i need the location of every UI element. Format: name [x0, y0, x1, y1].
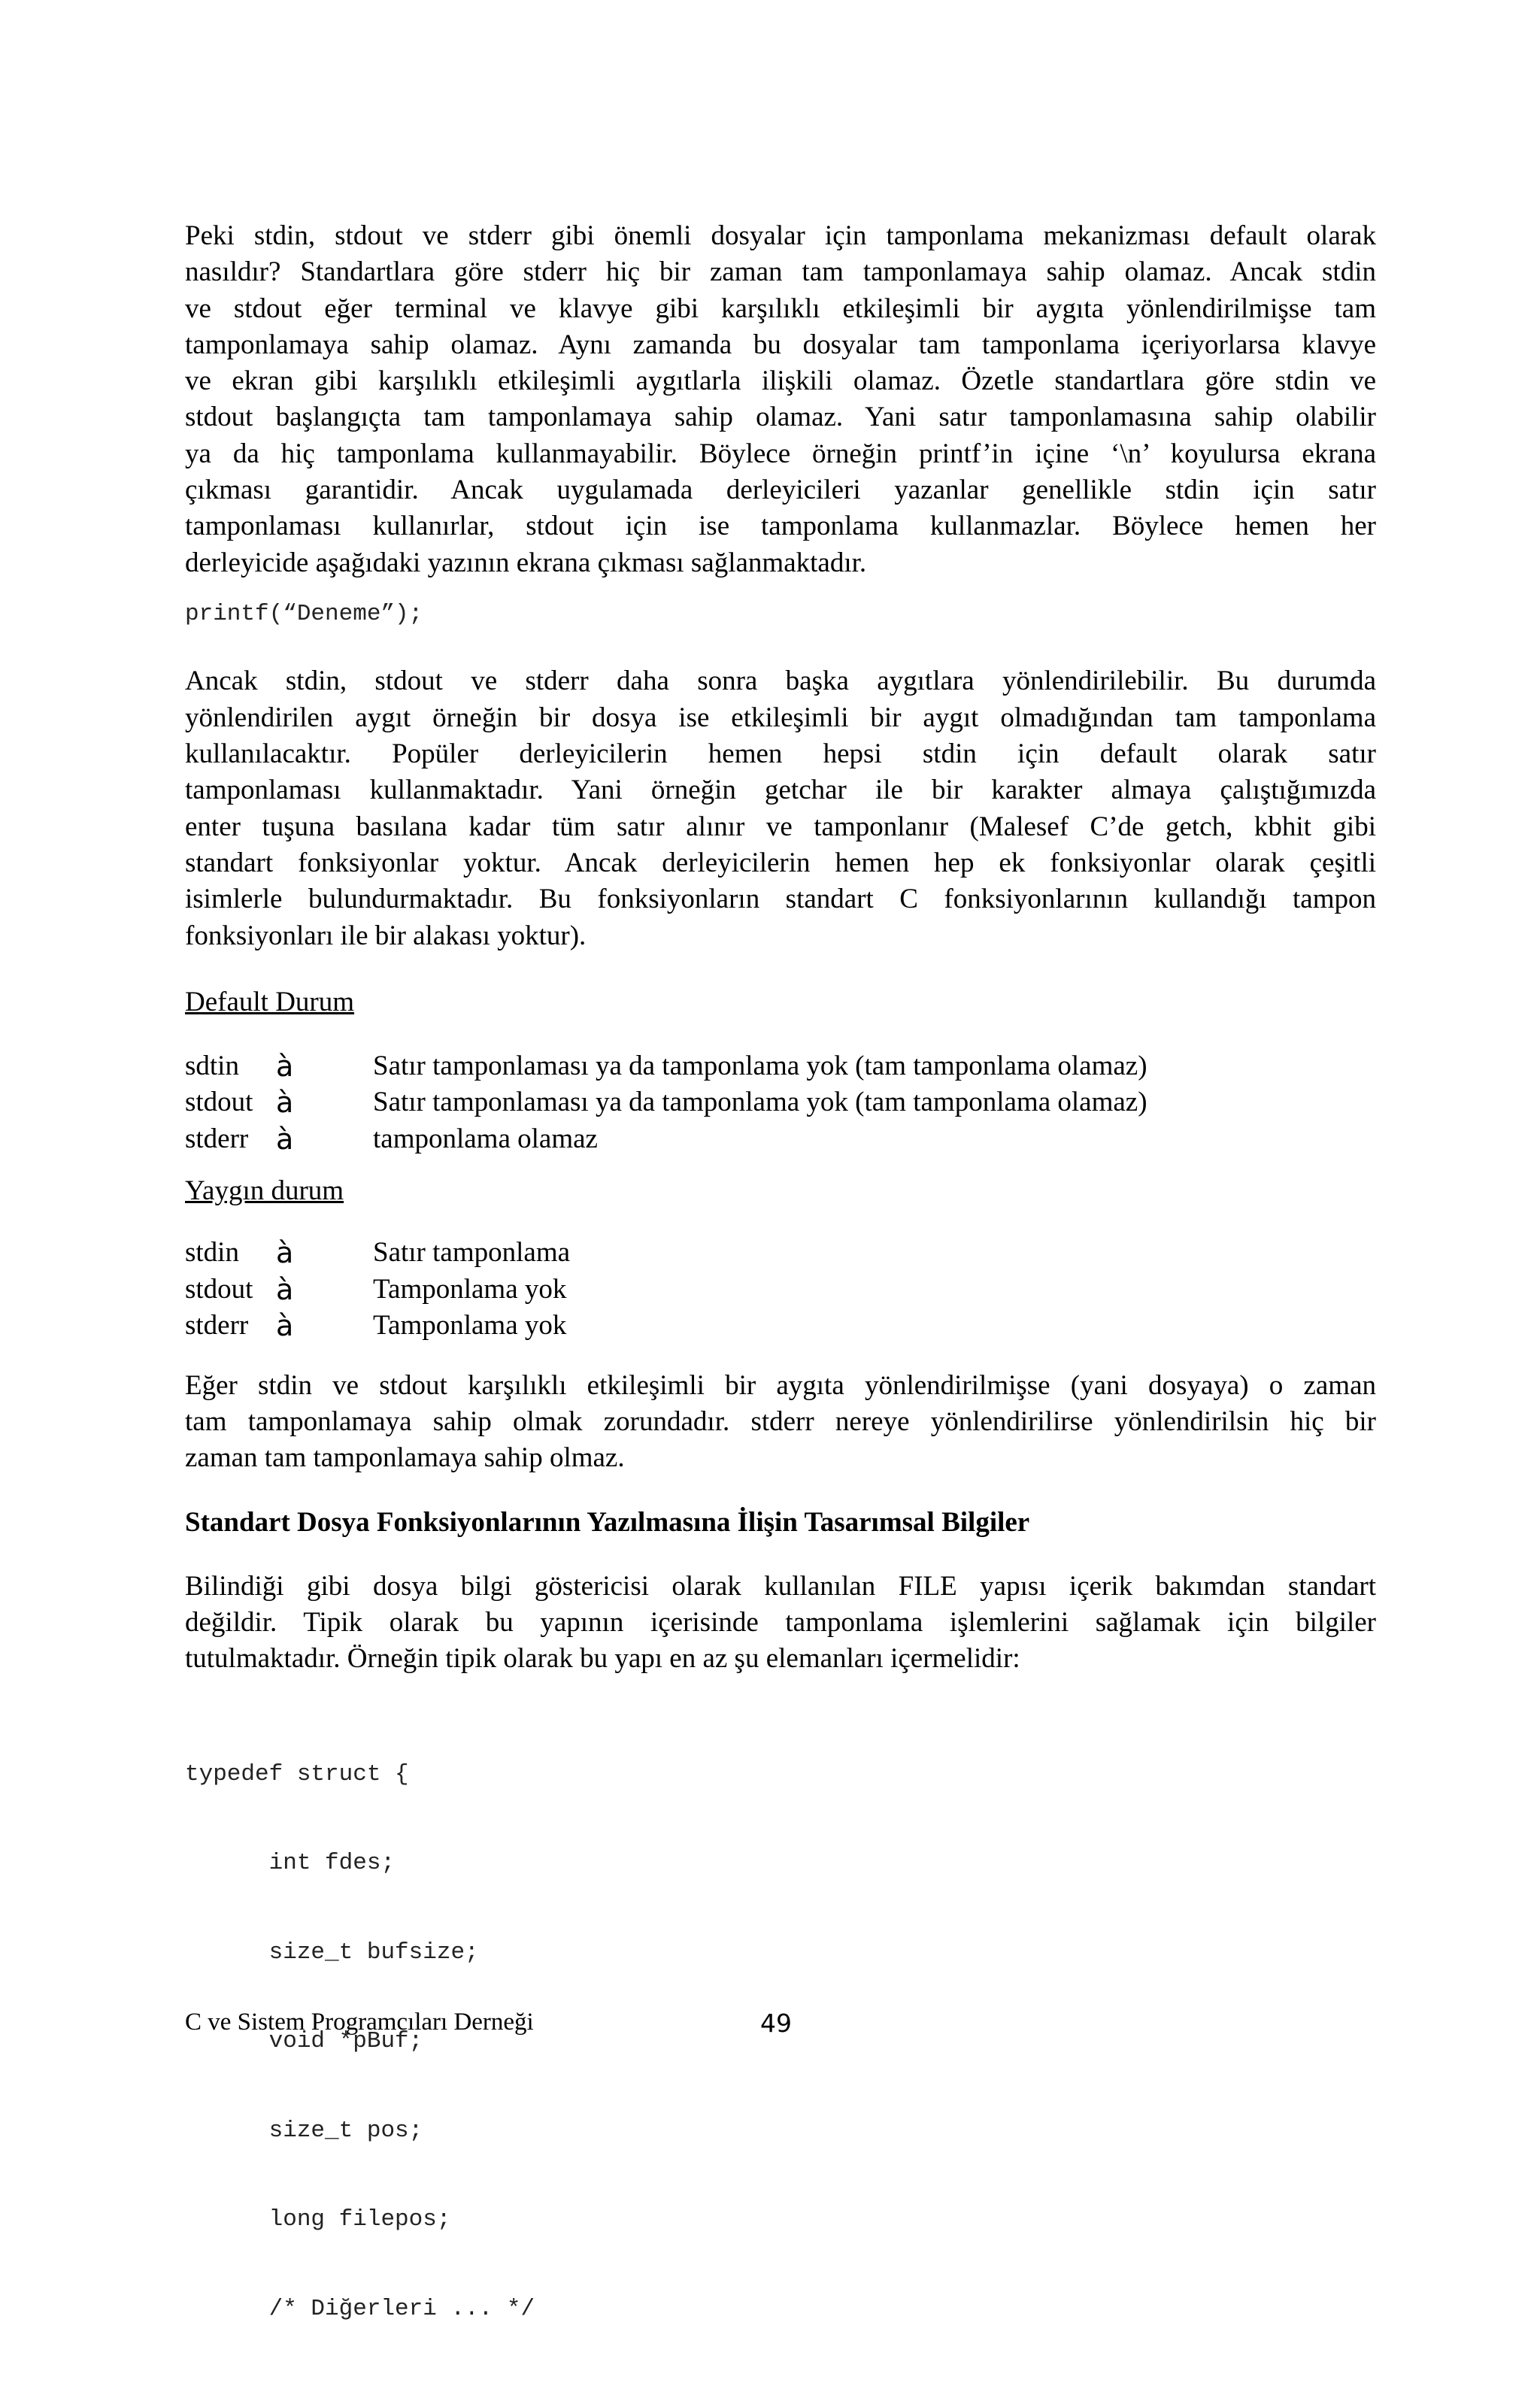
footer-organization: C ve Sistem Programcıları Derneği	[185, 2009, 534, 2036]
paragraph-line: tamponlaması kullanmaktadır. Yani örneğin getchar ile bir karakter almaya çalıştığımızda	[185, 775, 1376, 806]
code-line: /* Diğerleri ... */	[185, 2295, 535, 2322]
stream-name: stderr	[185, 1310, 249, 1342]
paragraph-line: tutulmaktadır. Örneğin tipik olarak bu yapı en az şu elemanları içermelidir:	[185, 1643, 1020, 1675]
stream-name: stdout	[185, 1087, 253, 1118]
paragraph-line: stdout başlangıçta tam tamponlamaya sahip olamaz. Yani satır tamponlamasına sahip olabilir	[185, 402, 1376, 433]
paragraph-line: Eğer stdin ve stdout karşılıklı etkileşimli bir aygıta yönlendirilmişse (yani dosyaya) o zaman	[185, 1369, 1376, 1401]
stream-row	[185, 1308, 1376, 1345]
heading-default-durum: Default Durum	[185, 986, 355, 1017]
stream-row	[185, 1084, 1376, 1121]
paragraph-line: isimlerle bulundurmaktadır. Bu fonksiyonların standart C fonksiyonlarının kullandığı tampon	[185, 884, 1376, 915]
page-number: 49	[760, 2009, 792, 2038]
paragraph-redirection	[185, 663, 1376, 954]
code-line: typedef struct {	[185, 1760, 409, 1787]
default-stream-table	[185, 1048, 1376, 1158]
arrow-symbol: à	[276, 1309, 294, 1343]
stream-name: stdout	[185, 1273, 253, 1305]
arrow-symbol: à	[276, 1122, 294, 1156]
page-footer	[185, 2009, 1376, 2045]
code-line: size_t bufsize;	[185, 1939, 479, 1966]
paragraph-line: tam tamponlamaya sahip olmak zorundadır. stderr nereye yönlendirilirse yönlendirilsin hiç bir	[185, 1406, 1376, 1438]
common-stream-table	[185, 1235, 1376, 1345]
paragraph-line: nasıldır? Standartlara göre stderr hiç bir zaman tam tamponlamaya sahip olamaz. Ancak stdin	[185, 256, 1376, 288]
stream-description: Satır tamponlama	[373, 1237, 571, 1269]
paragraph-line: Ancak stdin, stdout ve stderr daha sonra başka aygıtlara yönlendirilebilir. Bu durumda	[185, 665, 1376, 697]
stream-name: stdin	[185, 1237, 239, 1269]
arrow-symbol: à	[276, 1236, 294, 1270]
paragraph-line: Bilindiği gibi dosya bilgi göstericisi olarak kullanılan FILE yapısı içerik bakımdan standart	[185, 1570, 1376, 1602]
section-heading: Standart Dosya Fonksiyonlarının Yazılmasına İlişin Tasarımsal Bilgiler	[185, 1506, 1030, 1538]
paragraph-buffering-defaults	[185, 218, 1376, 581]
stream-description: tamponlama olamaz	[373, 1123, 598, 1154]
paragraph-line: kullanılacaktır. Popüler derleyicilerin hemen hepsi stdin için default olarak satır	[185, 738, 1376, 770]
paragraph-line: zaman tam tamponlamaya sahip olmaz.	[185, 1442, 625, 1474]
paragraph-line: standart fonksiyonlar yoktur. Ancak derleyicilerin hemen hep ek fonksiyonlar olarak çeşitli	[185, 847, 1376, 878]
arrow-symbol: à	[276, 1272, 294, 1306]
stream-description: Tamponlama yok	[373, 1273, 567, 1305]
paragraph-line: enter tuşuna basılana kadar tüm satır alınır ve tamponlanır (Malesef C’de getch, kbhit gibi	[185, 811, 1376, 842]
paragraph-line: Peki stdin, stdout ve stderr gibi önemli dosyalar için tamponlama mekanizması default olarak	[185, 220, 1376, 251]
paragraph-line: ve ekran gibi karşılıklı etkileşimli aygıtlarla ilişkili olamaz. Özetle standartlara göre stdin ve	[185, 365, 1376, 397]
stream-description: Tamponlama yok	[373, 1310, 567, 1342]
code-line: long filepos;	[185, 2206, 451, 2233]
arrow-symbol: à	[276, 1049, 294, 1083]
stream-row	[185, 1272, 1376, 1308]
paragraph-line: değildir. Tipik olarak bu yapının içerisinde tamponlama işlemlerini sağlamak için bilgiler	[185, 1607, 1376, 1639]
paragraph-line: tamponlamaya sahip olamaz. Aynı zamanda bu dosyalar tam tamponlama içeriyorlarsa klavye	[185, 329, 1376, 360]
stream-name: stderr	[185, 1123, 249, 1154]
stream-description: Satır tamponlaması ya da tamponlama yok (tam tamponlama olamaz)	[373, 1087, 1147, 1118]
code-printf-example: printf(“Deneme”);	[185, 600, 423, 627]
paragraph-file-struct	[185, 1569, 1376, 1678]
paragraph-line: çıkması garantidir. Ancak uygulamada derleyicileri yazanlar genellikle stdin için satır	[185, 474, 1376, 506]
paragraph-line: derleyicide aşağıdaki yazının ekrana çıkması sağlanmaktadır.	[185, 547, 867, 578]
stream-row	[185, 1235, 1376, 1272]
heading-yaygin-durum: Yaygın durum	[185, 1175, 344, 1207]
stream-row	[185, 1048, 1376, 1085]
arrow-symbol: à	[276, 1086, 294, 1120]
paragraph-line: ve stdout eğer terminal ve klavye gibi karşılıklı etkileşimli bir aygıta yönlendirilmişse tam	[185, 293, 1376, 324]
stream-description: Satır tamponlaması ya da tamponlama yok (tam tamponlama olamaz)	[373, 1050, 1147, 1081]
document-page	[185, 218, 1376, 2383]
paragraph-line: fonksiyonları ile bir alakası yoktur).	[185, 920, 587, 951]
stream-name: sdtin	[185, 1050, 239, 1081]
code-line: int fdes;	[185, 1850, 396, 1877]
paragraph-line: yönlendirilen aygıt örneğin bir dosya ise etkileşimli bir aygıt olmadığından tam tamponlama	[185, 702, 1376, 733]
code-line: void *pBuf;	[185, 2028, 423, 2055]
paragraph-line: ya da hiç tamponlama kullanmayabilir. Böylece örneğin printf’in içine ‘\n’ koyulursa ekrana	[185, 438, 1376, 469]
paragraph-interactive-devices	[185, 1368, 1376, 1477]
paragraph-line: tamponlaması kullanırlar, stdout için ise tamponlama kullanmazlar. Böylece hemen her	[185, 511, 1376, 542]
stream-row	[185, 1121, 1376, 1158]
code-line: size_t pos;	[185, 2117, 423, 2144]
